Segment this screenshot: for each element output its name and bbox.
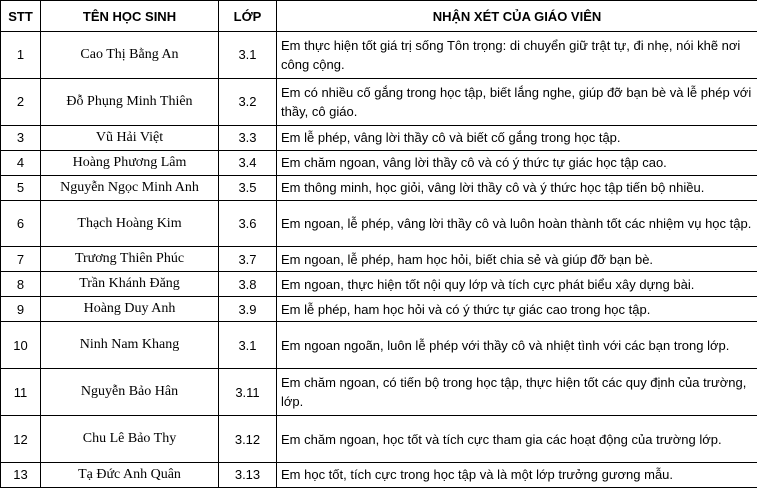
header-stt: STT (1, 1, 41, 32)
row-comment: Em ngoan, lễ phép, ham học hỏi, biết chia sẻ và giúp đỡ bạn bè. (277, 247, 757, 272)
header-teacher-comment: NHẬN XÉT CỦA GIÁO VIÊN (277, 1, 757, 32)
row-comment: Em học tốt, tích cực trong học tập và là một lớp trưởng gương mẫu. (277, 462, 757, 487)
row-comment: Em chăm ngoan, vâng lời thầy cô và có ý thức tự giác học tập cao. (277, 150, 757, 175)
table-row (1, 78, 757, 125)
row-student-name: Hoàng Phương Lâm (41, 150, 219, 175)
row-comment: Em ngoan, lễ phép, vâng lời thầy cô và luôn hoàn thành tốt các nhiệm vụ học tập. (277, 200, 757, 247)
table-row (1, 150, 757, 175)
row-class: 3.1 (219, 32, 277, 79)
row-comment: Em chăm ngoan, học tốt và tích cực tham gia các hoạt động của trường lớp. (277, 416, 757, 463)
row-comment: Em lễ phép, ham học hỏi và có ý thức tự giác cao trong học tập. (277, 297, 757, 322)
table-row (1, 125, 757, 150)
header-row (1, 1, 757, 32)
row-student-name: Tạ Đức Anh Quân (41, 462, 219, 487)
row-class: 3.13 (219, 462, 277, 487)
table-row (1, 462, 757, 487)
header-student-name: TÊN HỌC SINH (41, 1, 219, 32)
row-student-name: Hoàng Duy Anh (41, 297, 219, 322)
row-student-name: Ninh Nam Khang (41, 322, 219, 369)
row-comment: Em chăm ngoan, có tiến bộ trong học tập, thực hiện tốt các quy định của trường, lớp. (277, 369, 757, 416)
row-stt: 7 (1, 247, 41, 272)
row-student-name: Nguyễn Bảo Hân (41, 369, 219, 416)
table-row (1, 32, 757, 79)
row-comment: Em lễ phép, vâng lời thầy cô và biết cố gắng trong học tập. (277, 125, 757, 150)
row-class: 3.11 (219, 369, 277, 416)
row-class: 3.5 (219, 175, 277, 200)
row-comment: Em thông minh, học giỏi, vâng lời thầy cô và ý thức học tập tiến bộ nhiều. (277, 175, 757, 200)
table-row (1, 247, 757, 272)
row-class: 3.4 (219, 150, 277, 175)
row-class: 3.1 (219, 322, 277, 369)
table-row (1, 175, 757, 200)
row-stt: 13 (1, 462, 41, 487)
table-row (1, 322, 757, 369)
row-stt: 12 (1, 416, 41, 463)
table-row (1, 200, 757, 247)
row-class: 3.2 (219, 78, 277, 125)
row-stt: 8 (1, 272, 41, 297)
row-student-name: Nguyễn Ngọc Minh Anh (41, 175, 219, 200)
row-student-name: Thạch Hoàng Kim (41, 200, 219, 247)
row-student-name: Đỗ Phụng Minh Thiên (41, 78, 219, 125)
row-student-name: Trương Thiên Phúc (41, 247, 219, 272)
row-class: 3.9 (219, 297, 277, 322)
row-student-name: Chu Lê Bảo Thy (41, 416, 219, 463)
row-stt: 1 (1, 32, 41, 79)
row-class: 3.12 (219, 416, 277, 463)
table-row (1, 369, 757, 416)
row-stt: 2 (1, 78, 41, 125)
row-comment: Em ngoan ngoãn, luôn lễ phép với thầy cô và nhiệt tình với các bạn trong lớp. (277, 322, 757, 369)
table-row (1, 416, 757, 463)
row-class: 3.7 (219, 247, 277, 272)
row-class: 3.6 (219, 200, 277, 247)
row-student-name: Cao Thị Bằng An (41, 32, 219, 79)
row-stt: 5 (1, 175, 41, 200)
row-class: 3.8 (219, 272, 277, 297)
header-class: LỚP (219, 1, 277, 32)
row-comment: Em thực hiện tốt giá trị sống Tôn trọng: di chuyển giữ trật tự, đi nhẹ, nói khẽ nơi công cộng. (277, 32, 757, 79)
row-comment: Em có nhiều cố gắng trong học tập, biết lắng nghe, giúp đỡ bạn bè và lễ phép với thầy, cô giáo. (277, 78, 757, 125)
row-class: 3.3 (219, 125, 277, 150)
table-row (1, 272, 757, 297)
row-comment: Em ngoan, thực hiện tốt nội quy lớp và tích cực phát biểu xây dựng bài. (277, 272, 757, 297)
row-stt: 11 (1, 369, 41, 416)
row-student-name: Vũ Hải Việt (41, 125, 219, 150)
row-stt: 9 (1, 297, 41, 322)
row-stt: 10 (1, 322, 41, 369)
row-stt: 4 (1, 150, 41, 175)
row-student-name: Trần Khánh Đăng (41, 272, 219, 297)
table-row (1, 297, 757, 322)
row-stt: 3 (1, 125, 41, 150)
row-stt: 6 (1, 200, 41, 247)
